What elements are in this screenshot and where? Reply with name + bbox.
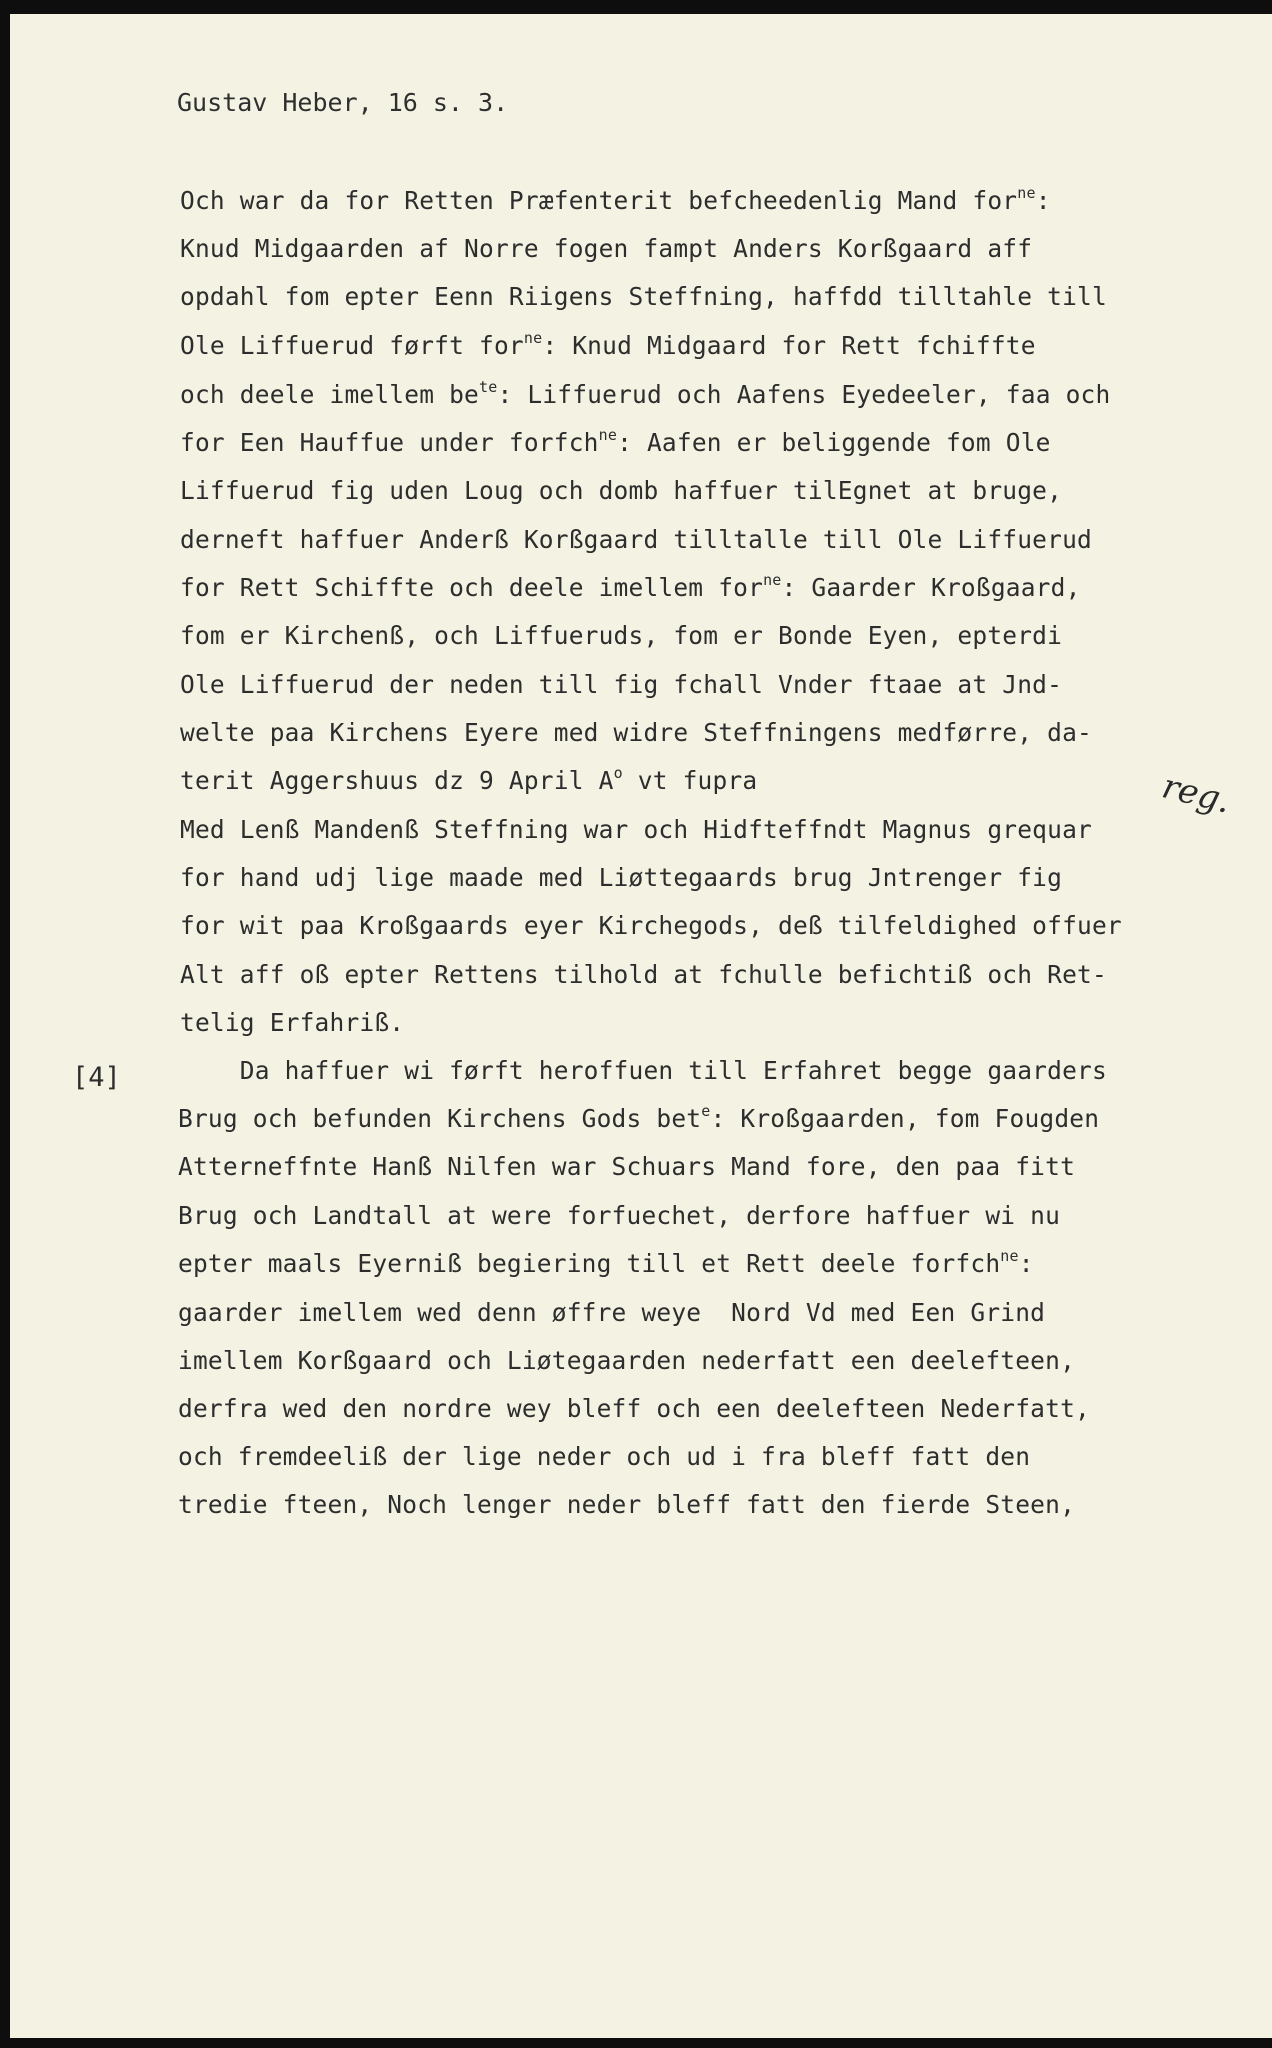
line-text: for wit paa Kroßgaards eyer Kirchegods, deß tilfeldighed offuer [180, 911, 1122, 940]
text-line [180, 766, 757, 795]
text-line [180, 670, 1062, 699]
text-line [180, 911, 1122, 940]
text-line [180, 960, 1107, 989]
line-text: welte paa Kirchens Eyere med widre Steffningens medførre, da- [180, 718, 1092, 747]
line-text: Ole Liffuerud der neden till fig fchall Vnder ftaae at Jnd- [180, 670, 1063, 699]
text-line [178, 1201, 1060, 1230]
text-line [180, 1008, 404, 1037]
line-text-tail: : Liffuerud och Aafens Eyedeeler, faa och [497, 380, 1111, 409]
line-text-tail: : [1035, 186, 1051, 215]
line-text: Da haffuer wi førft heroffuen till Erfahret begge gaarders [180, 1056, 1107, 1085]
superscript-abbreviation: ne [763, 571, 782, 589]
superscript-abbreviation: te [479, 378, 498, 396]
margin-page-number: [4] [72, 1062, 121, 1093]
line-text: och deele imellem be [180, 380, 480, 409]
line-text: fom er Kirchenß, och Liffueruds, fom er Bonde Eyen, epterdi [180, 621, 1063, 650]
line-text: Med Lenß Mandenß Steffning war och Hidfteffndt Magnus grequar [180, 815, 1092, 844]
line-text: terit Aggershuus dz 9 April A [180, 766, 614, 795]
line-text: gaarder imellem wed denn øffre weye Nord Vd med Een Grind [178, 1298, 1046, 1327]
text-line [178, 1394, 1090, 1423]
line-text: Och war da for Retten Præfenterit befcheedenlig Mand for [180, 186, 1018, 215]
document-header: Gustav Heber, 16 s. 3. [177, 88, 509, 117]
line-text: imellem Korßgaard och Liøtegaarden nederfatt een deelefteen, [178, 1346, 1076, 1375]
line-text: Alt aff oß epter Rettens tilhold at fchulle befichtiß och Ret- [180, 960, 1107, 989]
line-text: opdahl fom epter Eenn Riigens Steffning, haffdd tilltahle till [180, 282, 1107, 311]
line-text: Atterneffnte Hanß Nilfen war Schuars Mand fore, den paa fitt [178, 1152, 1076, 1181]
superscript-abbreviation: ne [523, 329, 543, 347]
text-line [178, 1490, 1075, 1519]
line-text: epter maals Eyerniß begiering till et Rett deele forfch [178, 1249, 1001, 1278]
line-text: Knud Midgaarden af Norre fogen fampt Anders Korßgaard aff [180, 234, 1033, 263]
text-line [180, 815, 1092, 844]
text-line [180, 476, 1062, 505]
text-line [180, 380, 1110, 409]
line-text: for Een Hauffue under forfch [180, 428, 599, 457]
line-text-tail: : Aafen er beliggende fom Ole [617, 428, 1051, 457]
line-text-tail: vt fupra [622, 766, 758, 795]
text-line [180, 573, 1081, 602]
line-text: Brug och Landtall at were forfuechet, derfore haffuer wi nu [178, 1201, 1061, 1230]
text-line [178, 1152, 1075, 1181]
text-line [180, 428, 1051, 457]
line-text: och fremdeeliß der lige neder och ud i fra bleff fatt den [178, 1442, 1031, 1471]
text-line [178, 1346, 1075, 1375]
line-text: for hand udj lige maade med Liøttegaards brug Jntrenger fig [180, 863, 1063, 892]
text-line [180, 234, 1032, 263]
line-text: tredie fteen, Noch lenger neder bleff fatt den fierde Steen, [178, 1490, 1076, 1519]
line-text: Brug och befunden Kirchens Gods bet [178, 1104, 702, 1133]
superscript-abbreviation: e [701, 1102, 711, 1120]
text-line [178, 1442, 1030, 1471]
line-text-tail: : Knud Midgaard for Rett fchiffte [542, 331, 1036, 360]
text-line [180, 621, 1062, 650]
text-line [180, 718, 1092, 747]
handwritten-margin-note: reg. [1158, 766, 1235, 822]
text-line [180, 1056, 1107, 1085]
line-text: telig Erfahriß. [180, 1008, 405, 1037]
text-line [178, 1104, 1099, 1133]
text-line [180, 331, 1036, 360]
text-line [180, 863, 1062, 892]
line-text: Ole Liffuerud førft for [180, 331, 524, 360]
superscript-abbreviation: ne [1017, 184, 1036, 202]
text-line [178, 1249, 1034, 1278]
text-line [180, 282, 1107, 311]
line-text-tail: : Kroßgaarden, fom Fougden [710, 1104, 1100, 1133]
text-line [178, 1298, 1045, 1327]
line-text: derneft haffuer Anderß Korßgaard tilltalle till Ole Liffuerud [180, 525, 1092, 554]
document-page [10, 14, 1272, 2038]
superscript-abbreviation: o [613, 764, 623, 782]
text-line [180, 525, 1092, 554]
superscript-abbreviation: ne [1000, 1247, 1019, 1265]
line-text-tail: : [1018, 1249, 1034, 1278]
line-text: for Rett Schiffte och deele imellem for [180, 573, 764, 602]
text-line [180, 186, 1051, 215]
line-text: derfra wed den nordre wey bleff och een deelefteen Nederfatt, [178, 1394, 1090, 1423]
line-text: Liffuerud fig uden Loug och domb haffuer tilEgnet at bruge, [180, 476, 1063, 505]
superscript-abbreviation: ne [598, 426, 618, 444]
line-text-tail: : Gaarder Kroßgaard, [781, 573, 1081, 602]
